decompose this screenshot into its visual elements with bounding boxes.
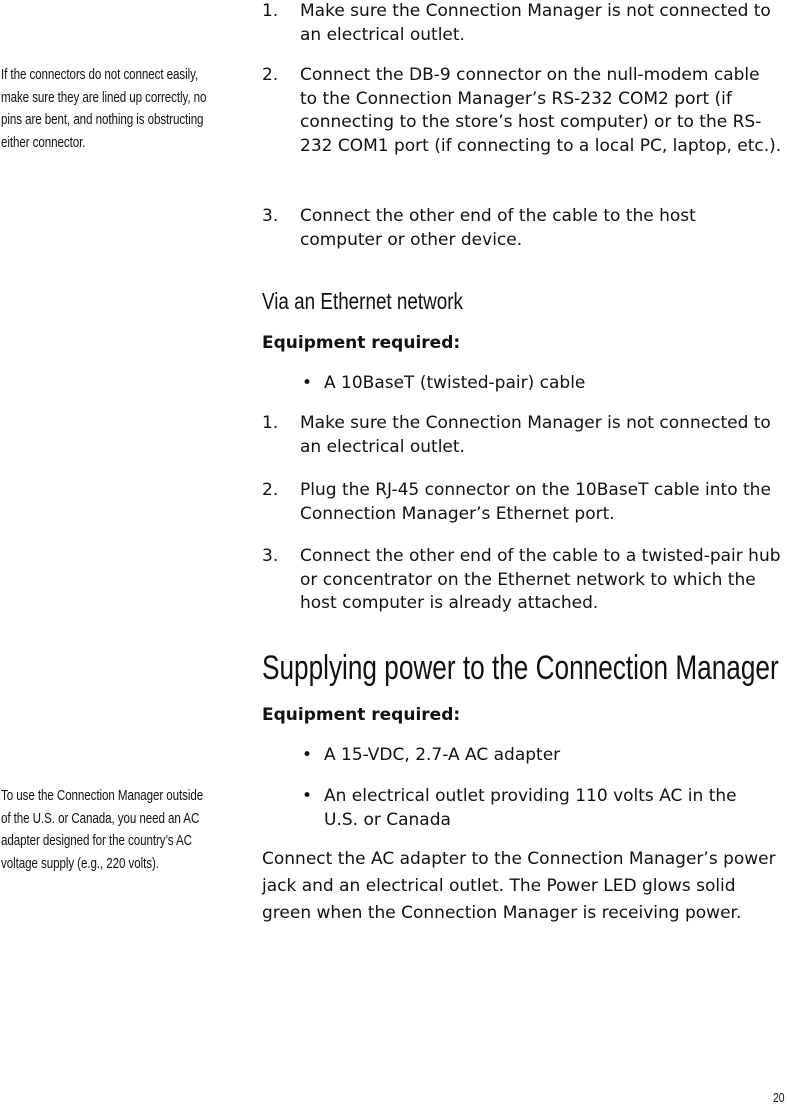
step-number: 1. xyxy=(262,1,279,21)
power-heading: Supplying power to the Connection Manager xyxy=(262,649,779,687)
ethernet-step-2 xyxy=(262,479,782,526)
step-number: 1. xyxy=(262,413,279,433)
side-note-ac-adapter: To use the Connection Manager outside of the U.S. or Canada, you need an AC adapter designed for the country’s AC voltage supply (e.g., 220 volts). xyxy=(1,788,204,872)
serial-step-1 xyxy=(262,0,782,47)
step-text: Connect the other end of the cable to a twisted-pair hub or concentrator on the Ethernet network to which the host computer is already attached. xyxy=(300,546,781,613)
bullet-dot: • xyxy=(302,373,313,393)
power-paragraph: Connect the AC adapter to the Connection Manager’s power jack and an electrical outlet. The Power LED glows solid green when the Connection Manager is receiving power. xyxy=(262,849,776,923)
power-bullet-1 xyxy=(302,744,772,768)
step-text: Connect the other end of the cable to the host computer or other device. xyxy=(300,206,696,250)
ethernet-step-3 xyxy=(262,545,782,616)
step-number: 2. xyxy=(262,65,279,85)
step-number: 2. xyxy=(262,480,279,500)
power-equipment-label: Equipment required: xyxy=(262,705,461,725)
side-note-connectors: If the connectors do not connect easily, make sure they are lined up correctly, no pins are bent, and nothing is obstructing either connector. xyxy=(1,67,207,151)
bullet-text: An electrical outlet providing 110 volts AC in the U.S. or Canada xyxy=(324,786,737,830)
step-text: Make sure the Connection Manager is not connected to an electrical outlet. xyxy=(300,1,771,45)
bullet-text: A 10BaseT (twisted-pair) cable xyxy=(324,373,586,393)
bullet-dot: • xyxy=(302,745,313,765)
step-number: 3. xyxy=(262,206,279,226)
page-number: 20 xyxy=(773,1090,785,1105)
bullet-text: A 15-VDC, 2.7-A AC adapter xyxy=(324,745,561,765)
ethernet-equipment-label: Equipment required: xyxy=(262,333,461,353)
serial-step-2 xyxy=(262,64,782,158)
ethernet-bullet-1 xyxy=(302,372,772,396)
serial-step-3 xyxy=(262,205,782,252)
step-text: Make sure the Connection Manager is not connected to an electrical outlet. xyxy=(300,413,771,457)
power-bullet-2 xyxy=(302,785,772,832)
bullet-dot: • xyxy=(302,786,313,806)
ethernet-step-1 xyxy=(262,412,782,459)
ethernet-heading: Via an Ethernet network xyxy=(262,288,463,314)
step-text: Connect the DB-9 connector on the null-modem cable to the Connection Manager’s RS-232 COM2 port (if connecting to the store’s host computer) or to the RS-232 COM1 port (if connecting to a local PC, laptop, etc.). xyxy=(300,65,782,156)
step-text: Plug the RJ-45 connector on the 10BaseT cable into the Connection Manager’s Ethernet port. xyxy=(300,480,771,524)
step-number: 3. xyxy=(262,546,279,566)
